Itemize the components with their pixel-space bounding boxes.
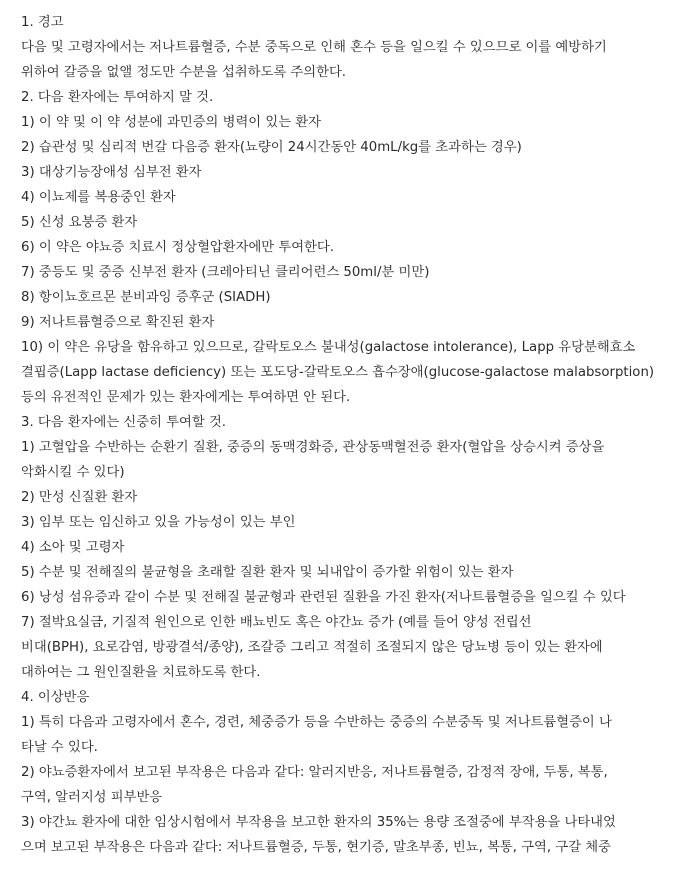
text-line: 8) 항이뇨호르몬 분비과잉 증후군 (SIADH) — [21, 290, 271, 305]
text-line: 2. 다음 환자에는 투여하지 말 것. — [21, 90, 214, 105]
text-line: 2) 야뇨증환자에서 보고된 부작용은 다음과 같다: 알러지반응, 저나트륨혈증, 감정적 장애, 두통, 복통, — [21, 765, 608, 780]
text-line: 5) 신성 요붕증 환자 — [21, 215, 138, 230]
text-line: 결핍증(Lapp lactase deficiency) 또는 포도당-갈락토오스 흡수장애(glucose-galactose malabsorption) — [21, 365, 655, 380]
text-line: 1) 특히 다음과 고령자에서 혼수, 경련, 체중증가 등을 수반하는 중증의 수분중독 및 저나트륨혈증이 나 — [21, 715, 612, 730]
text-line: 다음 및 고령자에서는 저나트륨혈증, 수분 중독으로 인해 혼수 등을 일으킬 수 있으므로 이를 예방하기 — [21, 40, 607, 55]
text-line: 1. 경고 — [21, 15, 64, 30]
text-line: 6) 낭성 섬유증과 같이 수분 및 전해질 불균형과 관련된 질환을 가진 환자(저나트륨혈증을 일으킬 수 있다 — [21, 590, 626, 605]
document-body — [21, 10, 683, 860]
text-line: 으며 보고된 부작용은 다음과 같다: 저나트륨혈증, 두통, 현기증, 말초부종, 빈뇨, 복통, 구역, 구갈 체중 — [21, 840, 611, 855]
text-line: 2) 습관성 및 심리적 번갈 다음증 환자(뇨량이 24시간동안 40mL/kg를 초과하는 경우) — [21, 140, 522, 155]
text-line: 1) 이 약 및 이 약 성분에 과민증의 병력이 있는 환자 — [21, 115, 321, 130]
text-line: 위하여 갈증을 없앨 정도만 수분을 섭취하도록 주의한다. — [21, 65, 347, 80]
text-line: 10) 이 약은 유당을 함유하고 있으므로, 갈락토오스 불내성(galactose intolerance), Lapp 유당분해효소 — [21, 340, 636, 355]
text-line: 타날 수 있다. — [21, 740, 98, 755]
text-line: 9) 저나트륨혈증으로 확진된 환자 — [21, 315, 215, 330]
text-line: 비대(BPH), 요로감염, 방광결석/종양), 조갈증 그리고 적절히 조절되지 않은 당뇨병 등이 있는 환자에 — [21, 640, 603, 655]
text-line: 3. 다음 환자에는 신중히 투여할 것. — [21, 415, 227, 430]
text-line: 등의 유전적인 문제가 있는 환자에게는 투여하면 안 된다. — [21, 390, 351, 405]
text-line: 7) 중등도 및 중증 신부전 환자 (크레아티닌 클리어런스 50ml/분 미만) — [21, 265, 430, 280]
text-line: 3) 임부 또는 임신하고 있을 가능성이 있는 부인 — [21, 515, 296, 530]
text-line: 악화시킬 수 있다) — [21, 465, 125, 480]
text-line: 1) 고혈압을 수반하는 순환기 질환, 중증의 동맥경화증, 관상동맥혈전증 환자(혈압을 상승시켜 증상을 — [21, 440, 605, 455]
text-line: 4) 소아 및 고령자 — [21, 540, 125, 555]
text-line: 6) 이 약은 야뇨증 치료시 정상혈압환자에만 투여한다. — [21, 240, 334, 255]
text-line: 4. 이상반응 — [21, 690, 90, 705]
text-line: 대하여는 그 원인질환을 치료하도록 한다. — [21, 665, 261, 680]
text-line: 3) 야간뇨 환자에 대한 임상시험에서 부작용을 보고한 환자의 35%는 용량 조절중에 부작용을 나타내었 — [21, 815, 616, 830]
text-line: 5) 수분 및 전해질의 불균형을 초래할 질환 환자 및 뇌내압이 증가할 위험이 있는 환자 — [21, 565, 514, 580]
text-line: 3) 대상기능장애성 심부전 환자 — [21, 165, 202, 180]
text-line: 4) 이뇨제를 복용중인 환자 — [21, 190, 176, 205]
text-line: 7) 절박요실금, 기질적 원인으로 인한 배뇨빈도 혹은 야간뇨 증가 (예를 들어 양성 전립선 — [21, 615, 532, 630]
text-line: 구역, 알러지성 피부반응 — [21, 790, 163, 805]
text-line: 2) 만성 신질환 환자 — [21, 490, 138, 505]
